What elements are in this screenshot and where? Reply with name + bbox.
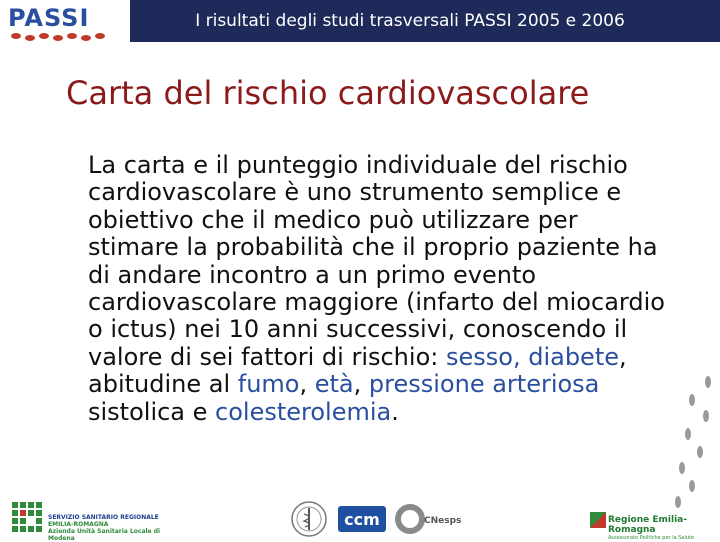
cnesps-logo [394, 502, 462, 536]
separator: , [512, 342, 529, 371]
medical-seal-icon [290, 500, 328, 538]
keyword-pressione: pressione arteriosa [368, 370, 600, 399]
ccm-logo [338, 506, 386, 532]
header-title: I risultati degli studi trasversali PASSI 2005 e 2006 [195, 11, 625, 31]
keyword-colesterolemia: colesterolemia [215, 397, 392, 426]
end-period: . [391, 397, 399, 426]
keyword-fumo: fumo [237, 370, 300, 399]
text-abitudine: , abitudine al [88, 342, 627, 399]
keyword-diabete: diabete [528, 342, 619, 371]
ccm-label: ccm [344, 510, 380, 529]
ssr-text [48, 514, 178, 542]
keyword-sesso: sesso [445, 342, 513, 371]
separator: , [299, 370, 315, 399]
body-paragraph [88, 152, 668, 426]
regione-label: Regione Emilia-Romagna [608, 515, 687, 535]
text-sistolica: sistolica e [88, 397, 216, 426]
slide-title: Carta del rischio cardiovascolare [66, 74, 590, 112]
keyword-eta: età [314, 370, 354, 399]
separator: , [353, 370, 369, 399]
ssr-line3: Azienda Unità Sanitaria Locale di Modena [48, 528, 161, 542]
passi-logo [4, 2, 128, 44]
regione-text [608, 515, 718, 541]
regione-flag-icon [590, 512, 606, 528]
ssr-logo-icon [10, 500, 44, 536]
ssr-line2: EMILIA-ROMAGNA [48, 521, 109, 528]
svg-text:PASSI: PASSI [8, 4, 90, 32]
header-bar [0, 0, 720, 44]
cnesps-label: CNesps [424, 516, 462, 526]
regione-sub: Assessorato Politiche per la Salute [608, 535, 695, 541]
ssr-line1: SERVIZIO SANITARIO REGIONALE [48, 514, 159, 521]
body-text-intro: La carta e il punteggio individuale del rischio cardiovascolare è uno strumento semplice e obiettivo che il medico può utilizzare per stimare la probabilità che il proprio paziente ha di andare incontro a un primo evento cardiovascolare maggiore (infarto del miocardio o ictus) nei 10 anni successivi, conoscendo il valore di sei fattori di rischio: [88, 151, 665, 371]
